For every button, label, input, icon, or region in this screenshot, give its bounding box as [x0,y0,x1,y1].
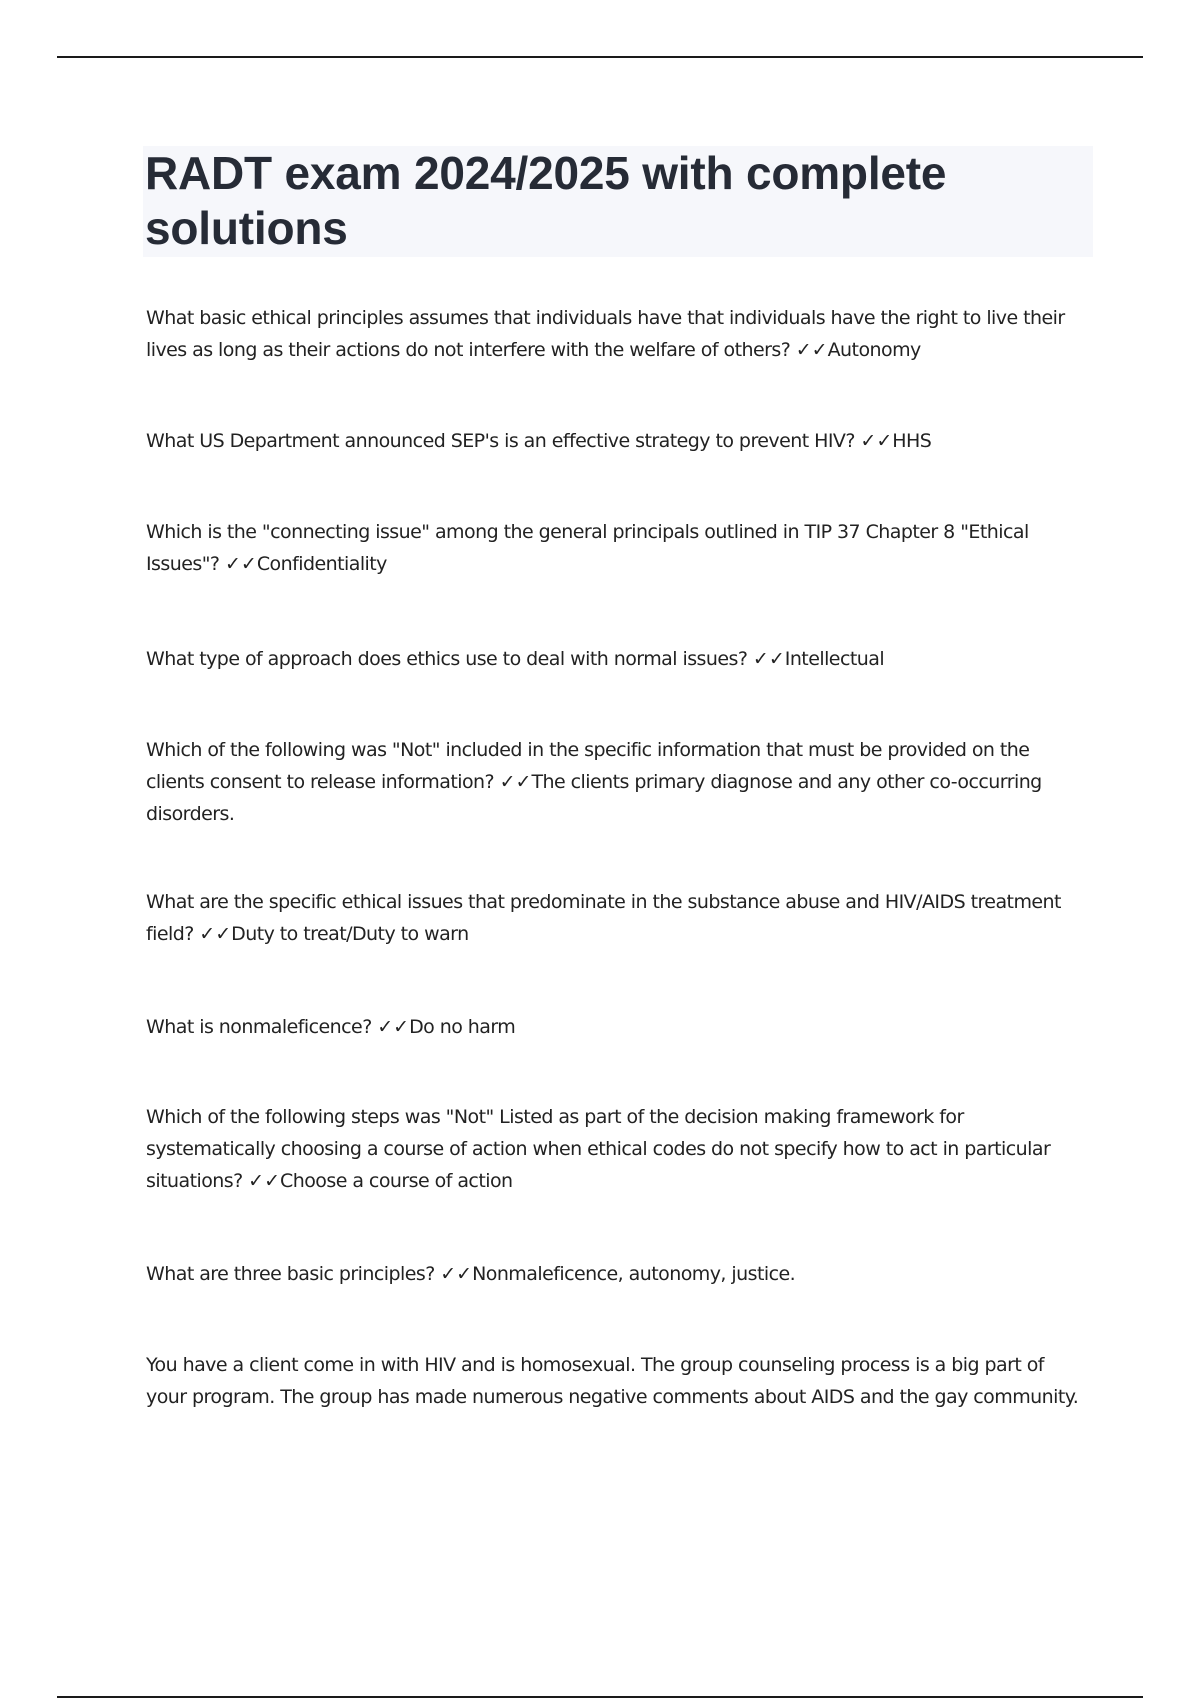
check-icon: ✓✓ [499,771,532,793]
check-icon: ✓✓ [860,430,893,452]
qa-item [146,1349,1086,1413]
check-icon: ✓✓ [377,1016,410,1038]
qa-item [146,643,1086,675]
qa-item [146,302,1086,366]
qa-item [146,425,1086,457]
check-icon: ✓✓ [248,1170,280,1192]
answer-text: The clients primary diagnose and any other co-occurring disorders. [146,771,1042,825]
top-rule [57,56,1143,58]
bottom-rule [57,1696,1143,1698]
question-text: What type of approach does ethics use to deal with normal issues? [146,648,748,670]
check-icon: ✓✓ [440,1263,473,1285]
check-icon: ✓✓ [199,923,232,945]
question-text: What US Department announced SEP's is an effective strategy to prevent HIV? [146,430,855,452]
question-text: You have a client come in with HIV and is homosexual. The group counseling process is a big part of your program. The group has made numerous negative comments about AIDS and the gay community. [146,1354,1079,1408]
answer-text: Intellectual [784,648,885,670]
title-banner [143,146,1093,257]
qa-item [146,886,1086,950]
question-text: What is nonmaleficence? [146,1016,372,1038]
qa-item [146,1101,1086,1197]
question-text: What basic ethical principles assumes that individuals have that individuals have the right to live their lives as long as their actions do not interfere with the welfare of others? [146,307,1065,361]
answer-text: HHS [892,430,932,452]
qa-item [146,1011,1086,1043]
question-text: Which of the following was "Not" included in the specific information that must be provided on the clients consent to release information? [146,739,1030,793]
answer-text: Choose a course of action [280,1170,513,1192]
question-text: Which of the following steps was "Not" Listed as part of the decision making framework for systematically choosing a course of action when ethical codes do not specify how to act in particular situations? [146,1106,1051,1192]
check-icon: ✓✓ [752,648,785,670]
check-icon: ✓✓ [224,553,257,575]
question-text: What are three basic principles? [146,1263,435,1285]
answer-text: Nonmaleficence, autonomy, justice. [472,1263,796,1285]
answer-text: Autonomy [827,339,921,361]
check-icon: ✓✓ [795,339,828,361]
qa-item [146,1258,1086,1290]
answer-text: Duty to treat/Duty to warn [231,923,469,945]
question-text: What are the specific ethical issues that predominate in the substance abuse and HIV/AIDS treatment field? [146,891,1061,945]
qa-item [146,516,1086,580]
question-text: Which is the "connecting issue" among the general principals outlined in TIP 37 Chapter 8 "Ethical Issues"? [146,521,1029,575]
answer-text: Do no harm [409,1016,516,1038]
page-title: RADT exam 2024/2025 with complete solutions [145,147,947,254]
qa-item [146,734,1086,830]
answer-text: Confidentiality [256,553,387,575]
